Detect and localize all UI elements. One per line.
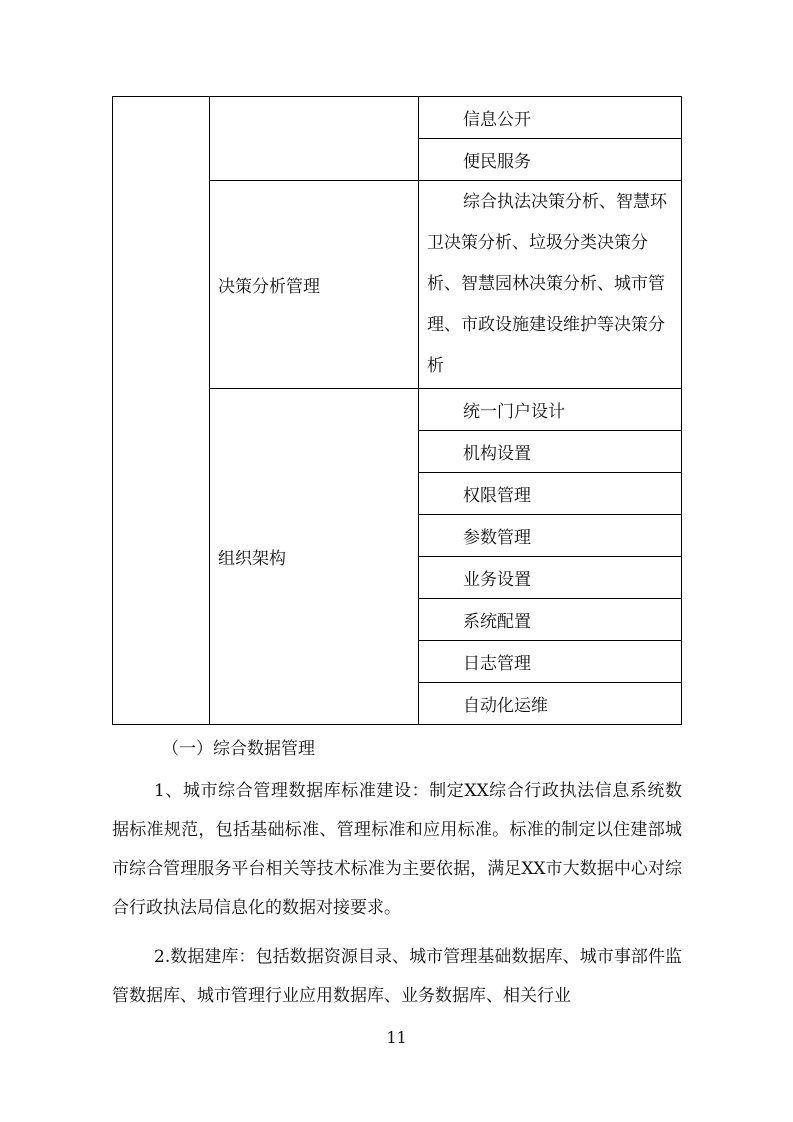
module-cell-empty [113,97,210,725]
page-number: 11 [386,1028,407,1047]
category-label: 决策分析管理 [218,277,320,297]
item-cell [419,97,682,139]
item-label: 系统配置 [463,612,531,632]
item-cell [419,181,682,389]
item-label: 参数管理 [463,528,531,548]
item-cell [419,389,682,431]
item-label: 便民服务 [463,152,531,172]
category-cell-empty [210,97,419,181]
function-table [112,96,682,725]
item-label: 统一门户设计 [463,402,565,422]
category-cell [210,181,419,389]
category-label: 组织架构 [218,549,286,569]
item-cell [419,683,682,725]
item-label: 业务设置 [463,570,531,590]
item-label: 权限管理 [463,486,531,506]
item-cell [419,473,682,515]
section-heading: （一）综合数据管理 [162,739,315,759]
paragraph-2: 2.数据建库：包括数据资源目录、城市管理基础数据库、城市事部件监管数据库、城市管理行业应用数据库、业务数据库、相关行业 [112,947,682,1006]
item-label: 自动化运维 [463,696,548,716]
item-detail: 综合执法决策分析、智慧环卫决策分析、垃圾分类决策分析、智慧园林决策分析、城市管理、市政设施建设维护等决策分析 [427,192,667,376]
item-cell [419,641,682,683]
item-cell [419,139,682,181]
item-cell [419,431,682,473]
category-cell [210,389,419,725]
item-label: 信息公开 [463,110,531,130]
item-label: 机构设置 [463,444,531,464]
paragraph-1: 1、城市综合管理数据库标准建设：制定XX综合行政执法信息系统数据标准规范，包括基础标准、管理标准和应用标准。标准的制定以住建部城市综合管理服务平台相关等技术标准为主要依据，满足XX市大数据中心对综合行政执法局信息化的数据对接要求。 [112,781,682,918]
item-cell [419,515,682,557]
item-label: 日志管理 [463,654,531,674]
item-cell [419,599,682,641]
item-cell [419,557,682,599]
